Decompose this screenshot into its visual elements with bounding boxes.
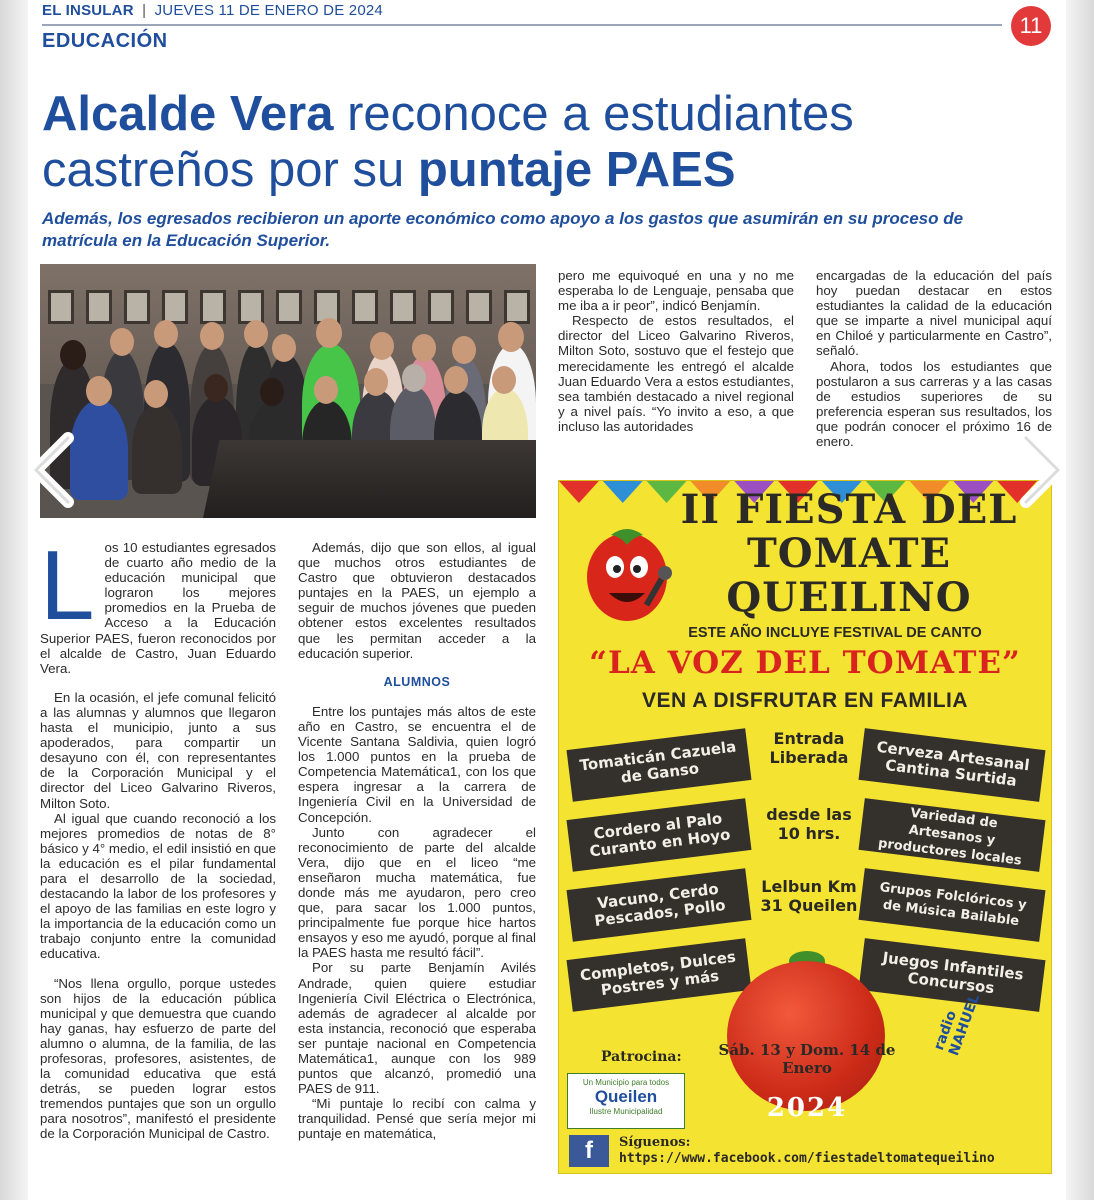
- article-column-2: [298, 540, 536, 1142]
- article-deck: Además, los egresados recibieron un aporte económico como apoyo a los gastos que asumirán en su proceso de matrícula en la Educación Superior.: [42, 209, 964, 250]
- poster-dates: Sáb. 13 y Dom. 14 de Enero: [718, 1041, 896, 1077]
- paper-name: EL INSULAR: [42, 2, 134, 19]
- poster-title-line-1: II FIESTA DEL: [680, 486, 1018, 533]
- photo-person-head: [244, 320, 268, 348]
- photo-person-head: [370, 332, 394, 360]
- previous-page-arrow-icon[interactable]: [22, 430, 82, 510]
- photo-portrait-frame: [124, 290, 150, 324]
- paragraph: encargadas de la educación del país hoy puedan destacar en estos estudiantes la calidad de la educación que se imparte a nivel municipal aquí en Chiloé y particularmente en Castro”, señaló.: [816, 268, 1052, 359]
- municipio-name: Queilen: [594, 1087, 658, 1106]
- headline-regular-2: castreños por su: [42, 143, 418, 197]
- page-number-badge: 11: [1011, 6, 1051, 46]
- photo-portrait-frame: [200, 290, 226, 324]
- photo-person-head: [60, 340, 86, 370]
- header-separator: |: [142, 2, 147, 19]
- headline-bold-1: Alcalde Vera: [42, 87, 334, 141]
- paragraph: “Nos llena orgullo, porque ustedes son hijos de la educación pública municipal y que demuestra que cuando hay ganas, hay esfuerzo de parte del alumno o alumna, de la familia, de las profesoras, profesores, asistentes, de la comunidad educativa que está detrás, se pueden lograr estos tremendos puntajes que son un orgullo para nosotros”, manifestó el presidente de la Corporación Municipal de Castro.: [40, 975, 276, 1142]
- photo-person-head: [144, 380, 168, 408]
- municipio-sub: Ilustre Municipalidad: [589, 1107, 663, 1116]
- article-column-1: [40, 530, 276, 1142]
- page-gutter-right: [1066, 0, 1094, 1200]
- poster-title-line-2: TOMATE: [747, 530, 951, 577]
- photo-portrait-frame: [48, 290, 74, 324]
- header-rule: [42, 24, 1002, 26]
- photo-portrait-frame: [390, 290, 416, 324]
- municipio-logo: [567, 1073, 685, 1129]
- photo-person: [132, 404, 182, 494]
- poster-food-banner-1: Tomaticán Cazuela de Ganso: [567, 728, 752, 802]
- photo-person-head: [492, 366, 516, 394]
- photo-portrait-frame: [504, 290, 530, 324]
- page-gutter-left: [0, 0, 28, 1200]
- article-photo: [40, 264, 536, 518]
- photo-person-head: [412, 334, 436, 362]
- poster-location: Lelbun Km 31 Queilen: [760, 877, 858, 915]
- paragraph: os 10 estudiantes egresados de cuarto año medio de la educación municipal que lograron los mejores promedios en la Prueba de Acceso a la Educación Superior PAES, fueron reconocidos por el alcalde de Castro, Juan Eduardo Vera.: [40, 540, 276, 676]
- photo-portrait-frame: [162, 290, 188, 324]
- photo-person-head: [272, 334, 296, 362]
- article-column-3: [558, 268, 794, 434]
- headline: [42, 86, 1062, 198]
- photo-person-head: [200, 322, 224, 350]
- photo-person-head: [452, 336, 476, 364]
- photo-person-head: [86, 376, 112, 406]
- facebook-icon: f: [569, 1135, 609, 1167]
- paragraph: Por su parte Benjamín Avilés Andrade, quien quiere estudiar Ingeniería Civil Eléctrica o Electrónica, además de agradecer al alcalde por esta instancia, reconoció que esperaba ser puntaje nacional en Competencia Matemática1, aunque con los 989 puntos que alcanzó, promedió una PAES de 911.: [298, 960, 536, 1097]
- paragraph: Junto con agradecer el reconocimiento de parte del alcalde Vera, dijo que en el liceo “me enseñaron mucha matemática, fue donde más me ayudaron, pero creo que, para sacar los 1.000 puntos, principalmente fue porque hice hartos ensayos y eso me ayudó, porque al final la PAES hasta me resultó fácil”.: [298, 824, 537, 961]
- poster-patrocina: Patrocina:: [601, 1049, 682, 1065]
- paragraph: “Mi puntaje lo recibí con calma y tranquilidad. Pensé que sería mejor mi puntaje en matemática,: [298, 1096, 536, 1142]
- photo-person-head: [314, 376, 338, 404]
- poster-siguenos: Síguenos:: [619, 1135, 691, 1150]
- poster-entrada-liberada: Entrada Liberada: [769, 729, 849, 767]
- section-label: EDUCACIÓN: [42, 30, 168, 52]
- photo-person-head: [444, 366, 468, 394]
- poster-activity-banner-1: Cerveza Artesanal Cantina Surtida: [859, 728, 1046, 802]
- photo-portrait-frame: [238, 290, 264, 324]
- poster-activity-banner-3: Grupos Folclóricos y de Música Bailable: [859, 868, 1046, 942]
- paragraph: Además, dijo que son ellos, al igual que muchos otros estudiantes de Castro que obtuvieron destacados puntajes en la PAES, un ejemplo a seguir de muchos jóvenes que pueden obtener estos excelentes resultados que les permitan acceder a la educación superior.: [298, 540, 536, 661]
- tomato-illustration: [727, 961, 885, 1111]
- drop-cap: L: [40, 530, 95, 640]
- paragraph: En la ocasión, el jefe comunal felicitó a las alumnas y alumnos que llegaron hasta el municipio, junto a sus apoderados, para compartir un desayuno con él, con representantes de la Corporación Municipal y el director del Liceo Galvarino Riveros, Milton Soto.: [40, 689, 276, 811]
- photo-person-head: [364, 368, 388, 396]
- photo-person-head: [260, 378, 284, 406]
- poster-familia-line: VEN A DISFRUTAR EN FAMILIA: [641, 689, 969, 712]
- paragraph: pero me equivoqué en una y no me esperaba lo de Lenguaje, pensaba que me iba a ir peor”, indicó Benjamín.: [558, 268, 794, 314]
- municipio-tagline: Un Municipio para todos: [582, 1078, 670, 1087]
- photo-person-head: [402, 364, 426, 392]
- photo-person-head: [154, 320, 178, 348]
- photo-person-head: [498, 322, 524, 352]
- photo-portrait-frame: [86, 290, 112, 324]
- photo-person-head: [110, 328, 134, 356]
- event-poster: [558, 480, 1052, 1174]
- issue-date: JUEVES 11 DE ENERO DE 2024: [154, 2, 383, 19]
- headline-regular-1: reconoce a estudiantes: [333, 87, 854, 141]
- poster-food-banner-4: Completos, Dulces Postres y más: [567, 938, 752, 1012]
- photo-person-head: [204, 374, 228, 402]
- next-page-arrow-icon[interactable]: [1012, 430, 1072, 510]
- photo-portrait-frame: [428, 290, 454, 324]
- poster-activity-banner-2: Variedad de Artesanos y productores locales: [859, 798, 1046, 872]
- radio-nahuel-logo: radio NAHUEL: [931, 992, 984, 1058]
- photo-portrait-frame: [466, 290, 492, 324]
- paragraph: Al igual que cuando reconoció a los mejores promedios de notas de 8° básico y 4° medio, el edil insistió en que la educación es el pilar fundamental para el desarrollo de la sociedad, destacando la labor de los profesores y el apoyo de las familias en este logro y la importancia de la educación como un trabajo conjunto entre la comunidad educativa.: [40, 810, 276, 962]
- poster-title-line-3: QUEILINO: [726, 574, 972, 621]
- photo-person-head: [316, 318, 342, 348]
- photo-portrait-frame: [352, 290, 378, 324]
- poster-hours: desde las 10 hrs.: [766, 805, 852, 843]
- poster-voz-del-tomate: “LA VOZ DEL TOMATE”: [589, 645, 1021, 681]
- article-column-4: [816, 268, 1052, 449]
- poster-year: 2024: [766, 1093, 848, 1123]
- poster-food-banner-3: Vacuno, Cerdo Pescados, Pollo: [567, 868, 752, 942]
- photo-portrait-frame: [276, 290, 302, 324]
- page-header: [42, 2, 1002, 24]
- poster-facebook-url: https://www.facebook.com/fiestadeltomatequeilino: [619, 1151, 995, 1166]
- poster-festival-line: ESTE AÑO INCLUYE FESTIVAL DE CANTO: [688, 625, 982, 641]
- photo-conference-table: [200, 440, 536, 518]
- paragraph: Entre los puntajes más altos de este año en Castro, se encuentra el de Vicente Santana Saldivia, quien logró los 1.000 puntos en la prueba de Competencia Matemática1, con los que espera ingresar a la carrera de Ingeniería Civil en la Universidad de Concepción.: [298, 703, 536, 825]
- subhead-alumnos: ALUMNOS: [383, 674, 451, 689]
- poster-food-banner-2: Cordero al Palo Curanto en Hoyo: [567, 798, 752, 872]
- headline-bold-2: puntaje PAES: [417, 143, 736, 197]
- poster-activity-banner-4: Juegos Infantiles Concursos: [859, 938, 1046, 1012]
- paragraph: Respecto de estos resultados, el director del Liceo Galvarino Riveros, Milton Soto, sostuvo que el festejo que merecidamente les entregó el alcalde Juan Eduardo Vera a estos estudiantes, sea también destacado a nivel regional y a nivel país. “Yo invito a eso, a que incluso las autoridades: [558, 313, 794, 434]
- paragraph: Ahora, todos los estudiantes que postularon a sus carreras y a las casas de estudios superiores de su preferencia esperan sus resultados, los que podrán conocer el próximo 16 de enero.: [816, 358, 1052, 450]
